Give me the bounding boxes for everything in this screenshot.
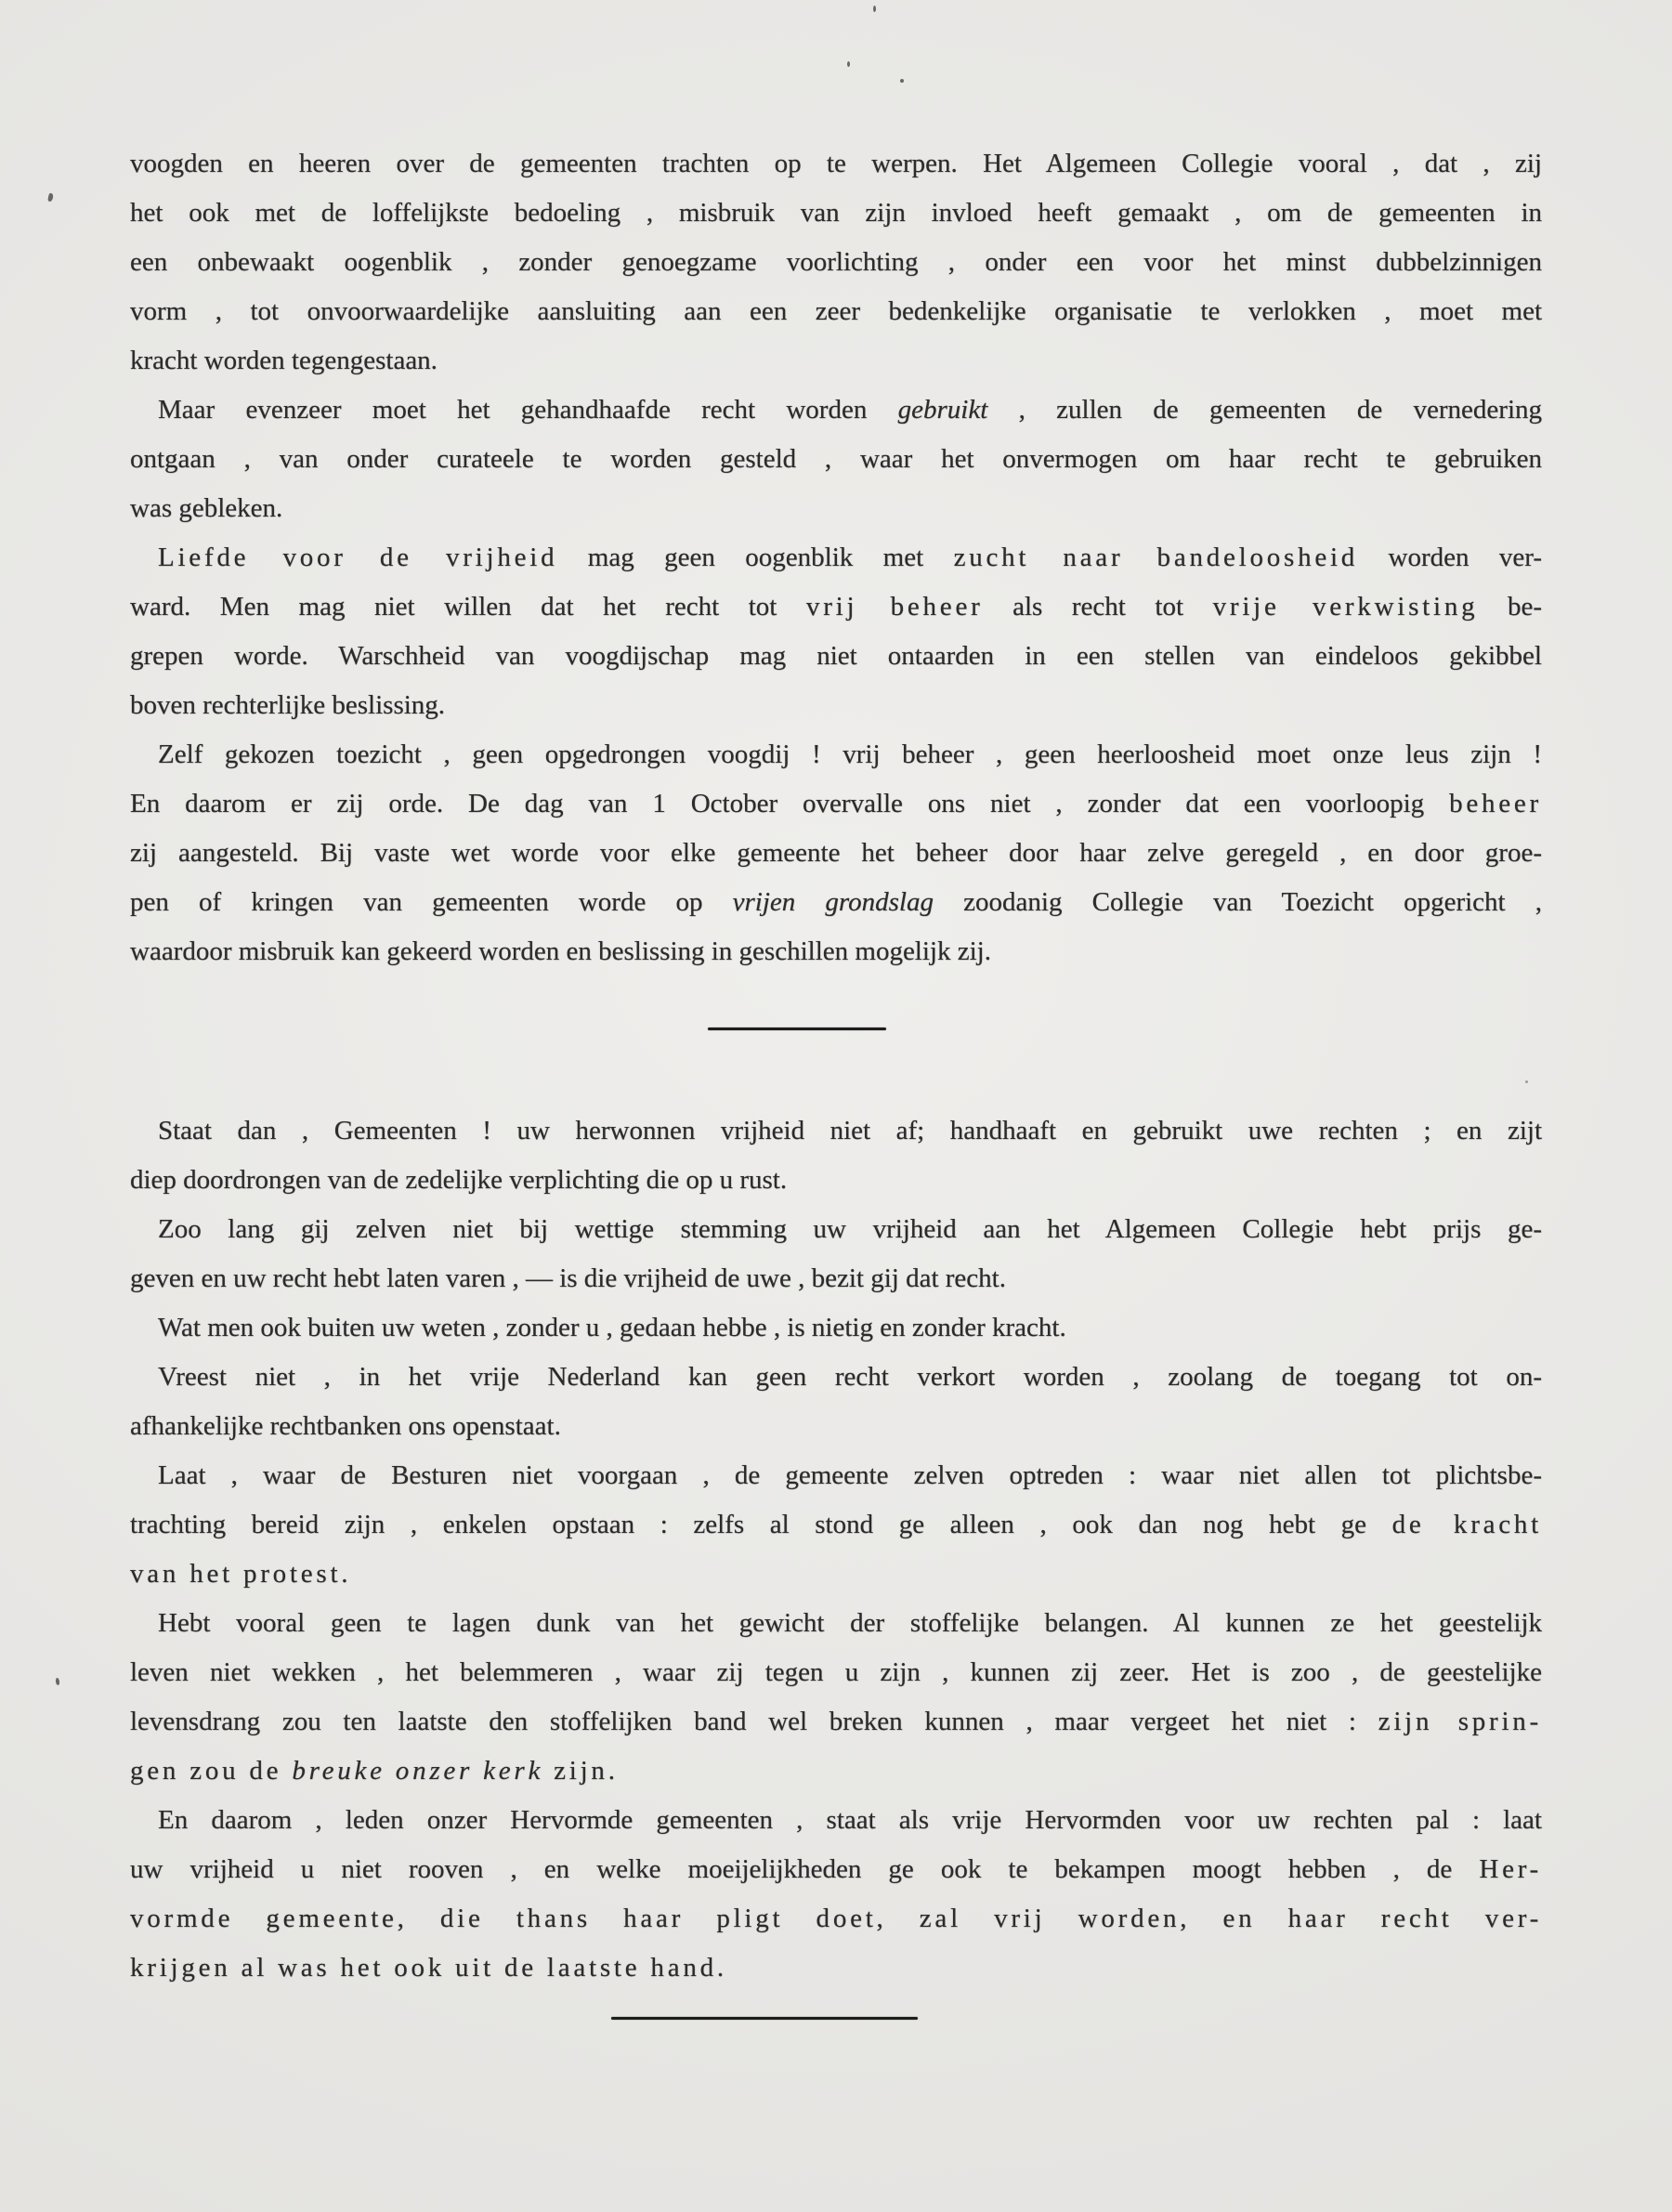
text-line [130, 829, 1542, 878]
paragraph [130, 1451, 1542, 1599]
text-segment: diep doordrongen van de zedelijke verplichting die op u rust. [130, 1165, 788, 1195]
text-section-top [130, 139, 1542, 976]
text-line [130, 287, 1542, 336]
text-segment: ontgaan , van onder curateele te worden gesteld , waar het onvermogen om haar recht te gebruiken [130, 444, 1542, 474]
text-line [130, 779, 1542, 829]
text-segment: zijn sprin- [1378, 1707, 1542, 1736]
text-line [130, 681, 1542, 730]
text-line [130, 533, 1542, 582]
text-segment: kracht worden tegengestaan. [130, 346, 438, 375]
text-line [130, 386, 1542, 435]
paragraph [130, 1106, 1542, 1205]
text-segment: leven niet wekken , het belemmeren , waar zij tegen u zijn , kunnen zij zeer. Het is zoo , de geestelijke [130, 1657, 1542, 1687]
text-line [130, 1599, 1542, 1648]
text-segment: de kracht [1391, 1510, 1542, 1539]
text-line [130, 878, 1542, 927]
text-line [130, 582, 1542, 632]
paragraph [130, 730, 1542, 976]
text-line [130, 336, 1542, 386]
text-segment: mag geen oogenblik met [557, 543, 954, 572]
text-line [130, 1550, 1542, 1599]
text-segment: Zelf gekozen toezicht , geen opgedrongen voogdij ! vrij beheer , geen heerloosheid moet onze leus zijn ! [158, 740, 1542, 769]
text-line [130, 730, 1542, 779]
text-line [130, 1254, 1542, 1303]
text-line [130, 1353, 1542, 1402]
paragraph [130, 386, 1542, 533]
text-segment: worden ver- [1358, 543, 1542, 572]
text-segment: een onbewaakt oogenblik , zonder genoegzame voorlichting , onder een voor het minst dubbelzinnigen [130, 247, 1542, 277]
text-segment: als recht tot [983, 592, 1213, 622]
paragraph [130, 1303, 1542, 1353]
text-segment: En daarom , leden onzer Hervormde gemeenten , staat als vrije Hervormden voor uw rechten pal : laat [158, 1805, 1542, 1835]
text-line [130, 1500, 1542, 1550]
text-line [130, 1845, 1542, 1894]
page-content [130, 139, 1542, 2020]
text-line [130, 1894, 1542, 1944]
text-segment: Laat , waar de Besturen niet voorgaan , de gemeente zelven optreden : waar niet allen tot plichtsbe- [158, 1460, 1542, 1490]
text-segment: voogden en heeren over de gemeenten trachten op te werpen. Het Algemeen Collegie vooral , dat , zij [130, 149, 1542, 178]
paragraph [130, 1599, 1542, 1796]
text-segment: vrije verkwisting [1212, 592, 1479, 622]
text-segment: Maar evenzeer moet het gehandhaafde recht worden [158, 395, 898, 425]
text-segment: vormde gemeente, die thans haar pligt doet, zal vrij worden, en haar recht ver- [130, 1904, 1542, 1933]
text-segment: zij aangesteld. Bij vaste wet worde voor elke gemeente het beheer door haar zelve geregeld , en door groe- [130, 838, 1542, 868]
text-segment: uw vrijheid u niet rooven , en welke moeijelijkheden ge ook te bekampen moogt hebben , de [130, 1854, 1480, 1884]
text-segment: Staat dan , Gemeenten ! uw herwonnen vrijheid niet af; handhaaft en gebruikt uwe rechten ; en zijt [158, 1116, 1542, 1145]
text-segment: vrij beheer [805, 592, 984, 622]
text-segment: levensdrang zou ten laatste den stoffelijken band wel breken kunnen , maar vergeet het niet : [130, 1707, 1378, 1736]
text-segment: zucht naar bandeloosheid [953, 543, 1359, 572]
text-segment: beheer [1449, 789, 1542, 818]
text-line [130, 927, 1542, 976]
scan-speck [1525, 1080, 1528, 1083]
text-line [130, 435, 1542, 484]
text-segment: ward. Men mag niet willen dat het recht tot [130, 592, 806, 622]
scan-speck [873, 6, 876, 12]
text-line [130, 238, 1542, 287]
text-line [130, 1451, 1542, 1500]
text-segment: vrijen grondslag [732, 887, 934, 917]
text-line [130, 1303, 1542, 1353]
paragraph [130, 1205, 1542, 1303]
section-divider-2 [611, 2017, 918, 2020]
text-segment: Vreest niet , in het vrije Nederland kan geen recht verkort worden , zoolang de toegang tot on- [158, 1362, 1542, 1392]
text-line [130, 139, 1542, 189]
text-segment: be- [1478, 592, 1542, 622]
paragraph [130, 139, 1542, 386]
text-segment: van het protest. [130, 1559, 352, 1589]
text-segment: krijgen al was het ook uit de laatste hand. [130, 1953, 727, 1983]
text-line [130, 1648, 1542, 1697]
text-segment: breuke onzer kerk [292, 1756, 544, 1786]
text-segment: zijn. [543, 1756, 619, 1786]
text-segment: zoodanig Collegie van Toezicht opgericht , [934, 887, 1543, 917]
text-segment: geven en uw recht hebt laten varen , — is die vrijheid de uwe , bezit gij dat recht. [130, 1263, 1006, 1293]
text-line [130, 1205, 1542, 1254]
text-segment: Her- [1479, 1854, 1542, 1884]
scan-speck [847, 61, 850, 67]
text-segment: boven rechterlijke beslissing. [130, 690, 446, 720]
text-line [130, 1944, 1542, 1993]
text-segment: het ook met de loffelijkste bedoeling , misbruik van zijn invloed heeft gemaakt , om de gemeenten in [130, 198, 1542, 228]
text-segment: , zullen de gemeenten de vernedering [987, 395, 1543, 425]
text-line [130, 1156, 1542, 1205]
text-segment: Hebt vooral geen te lagen dunk van het gewicht der stoffelijke belangen. Al kunnen ze het geestelijk [158, 1608, 1542, 1638]
paragraph [130, 533, 1542, 730]
text-segment: En daarom er zij orde. De dag van 1 October overvalle ons niet , zonder dat een voorloopig [130, 789, 1450, 818]
text-line [130, 1747, 1542, 1796]
text-segment: grepen worde. Warschheid van voogdijschap mag niet ontaarden in een stellen van eindeloos gekibbel [130, 641, 1542, 671]
scan-speck [900, 79, 904, 83]
text-segment: Liefde voor de vrijheid [158, 543, 558, 572]
section-divider-1 [708, 1027, 886, 1030]
text-line [130, 1106, 1542, 1156]
text-segment: waardoor misbruik kan gekeerd worden en beslissing in geschillen mogelijk zij. [130, 936, 991, 966]
paragraph [130, 1796, 1542, 1993]
text-segment: was gebleken. [130, 493, 283, 523]
text-line [130, 1697, 1542, 1747]
scan-speck [55, 1678, 59, 1685]
scan-speck [47, 193, 54, 203]
text-segment: gen zou de [130, 1756, 293, 1786]
text-segment: gebruikt [897, 395, 988, 425]
text-line [130, 1796, 1542, 1845]
text-line [130, 1402, 1542, 1451]
text-segment: Zoo lang gij zelven niet bij wettige stemming uw vrijheid aan het Algemeen Collegie hebt prijs ge- [158, 1214, 1542, 1244]
text-segment: pen of kringen van gemeenten worde op [130, 887, 733, 917]
text-segment: Wat men ook buiten uw weten , zonder u , gedaan hebbe , is nietig en zonder kracht. [158, 1313, 1066, 1342]
text-segment: afhankelijke rechtbanken ons openstaat. [130, 1411, 561, 1441]
paragraph [130, 1353, 1542, 1451]
text-segment: vorm , tot onvoorwaardelijke aansluiting aan een zeer bedenkelijke organisatie te verlokken , moet met [130, 296, 1542, 326]
text-section-bottom [130, 1106, 1542, 1993]
text-line [130, 189, 1542, 238]
text-segment: trachting bereid zijn , enkelen opstaan : zelfs al stond ge alleen , ook dan nog hebt ge [130, 1510, 1392, 1539]
text-line [130, 632, 1542, 681]
text-line [130, 484, 1542, 533]
